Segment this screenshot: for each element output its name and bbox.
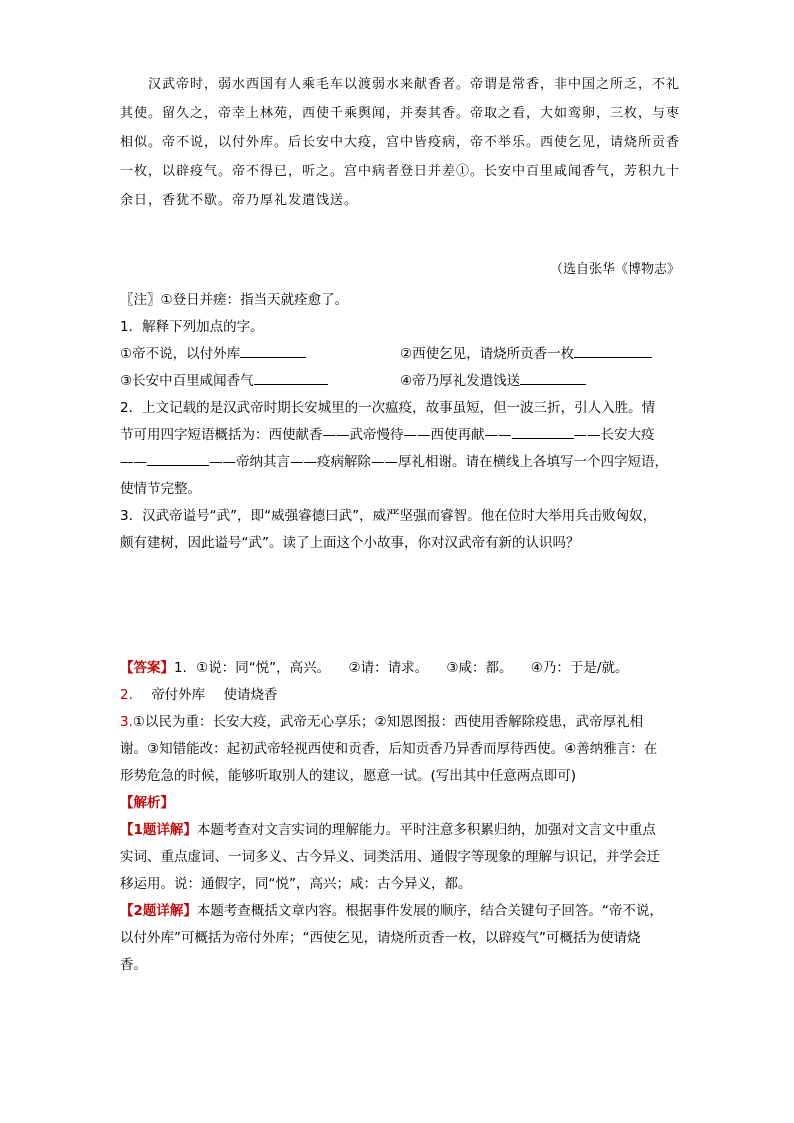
answer-blank[interactable] [240, 343, 306, 358]
answer-blank[interactable] [147, 451, 209, 466]
analysis-1-line: 移运用。说：通假字，同“悦”，高兴；咸：古今异义，都。 [120, 876, 472, 892]
analysis-tag: 【解析】 [120, 795, 174, 811]
answer-2-line: 2. 帝付外库 使请烧香 [120, 687, 278, 703]
analysis-2-line: 【2题详解】本题考查概括文章内容。根据事件发展的顺序，结合关键句子回答。“帝不说， [120, 903, 663, 919]
passage-line: 汉武帝时，弱水西国有人乘毛车以渡弱水来献香者。帝谓是常香，非中国之所乏，不礼 [148, 77, 681, 92]
question-2-line: 节可用四字短语概括为：西使献香——武帝慢待——西使再献—— ——长安大疫 [120, 422, 682, 449]
passage-line: 其使。留久之，帝幸上林苑，西使千乘舆闻，并奏其香。帝取之看，大如鸾卵，三枚，与枣 [120, 106, 681, 121]
analysis-2-line: 以付外库”可概括为帝付外库；“西使乞见，请烧所贡香一枚，以辟疫气”可概括为使请烧 [120, 930, 641, 946]
question-1-row-1 [120, 341, 682, 368]
question-2-line: 使情节完整。 [120, 481, 201, 497]
question-1-title: 1．解释下列加点的字。 [120, 319, 264, 335]
answer-3-line: 3.①以民为重：长安大疫，武帝无心享乐；②知恩图报：西使用香解除疫患，武帝厚礼相 [120, 714, 644, 730]
question-3-line: 3．汉武帝谥号“武”，即“威强睿德曰武”，威严坚强而睿智。他在位时大举用兵击败匈奴， [120, 508, 657, 524]
answer-blank[interactable] [520, 370, 586, 385]
answer-3-line: 谢。③知错能改：起初武帝轻视西使和贡香，后知贡香乃异香而厚待西使。④善纳雅言：在 [120, 741, 658, 757]
passage-line: 一枚，以辟疫气。帝不得已，听之。宫中病者登日并差①。长安中百里咸闻香气，芳积九十 [120, 164, 681, 179]
questions-section [120, 287, 682, 557]
answer-blank[interactable] [574, 343, 652, 358]
footnote: 〖注〗①登日并瘥：指当天就痊愈了。 [120, 292, 349, 308]
question-1-item: ③长安中百里咸闻香气 [120, 373, 254, 389]
analysis-1-line: 【1题详解】本题考查对文言实词的理解能力。平时注意多积累归纳，加强对文言文中重点 [120, 822, 656, 838]
answer-blank[interactable] [254, 370, 328, 385]
analysis-2-line: 香。 [120, 957, 147, 973]
answer-section [120, 655, 682, 979]
question-1-item: ④帝乃厚礼发遣饯送 [400, 373, 521, 389]
question-2-line: —— ——帝纳其言——疫病解除——厚礼相谢。请在横线上各填写一个四字短语， [120, 449, 682, 476]
question-2-line: 2．上文记载的是汉武帝时期长安城里的一次瘟疫，故事虽短，但一波三折，引人入胜。情 [120, 400, 656, 416]
question-1-row-2 [120, 368, 682, 395]
answer-tag: 【答案】 [120, 660, 174, 676]
question-1-item: ①帝不说，以付外库 [120, 346, 241, 362]
question-1-item: ②西使乞见，请烧所贡香一枚 [400, 346, 575, 362]
passage-line: 余日，香犹不歇。帝乃厚礼发遣饯送。 [120, 193, 359, 208]
question-3-line: 颇有建树，因此谥号“武”。读了上面这个小故事，你对汉武帝有新的认识吗？ [120, 535, 580, 551]
answer-blank[interactable] [512, 424, 574, 439]
classical-passage [120, 70, 682, 215]
passage-line: 相似。帝不说，以付外库。后长安中大疫，宫中皆疫病，帝不举乐。西使乞见，请烧所贡香 [120, 135, 681, 150]
answer-1-line: 【答案】1．①说：同“悦”，高兴。 ②请：请求。 ③咸：都。 ④乃：于是/就。 [120, 660, 629, 676]
answer-3-line: 形势危急的时候，能够听取别人的建议，愿意一试。(写出其中任意两点即可) [120, 768, 577, 784]
passage-source: （选自张华《博物志》 [549, 262, 680, 277]
analysis-1-line: 实词、重点虚词、一词多义、古今异义、词类活用、通假字等现象的理解与识记，并学会迁 [120, 849, 660, 865]
